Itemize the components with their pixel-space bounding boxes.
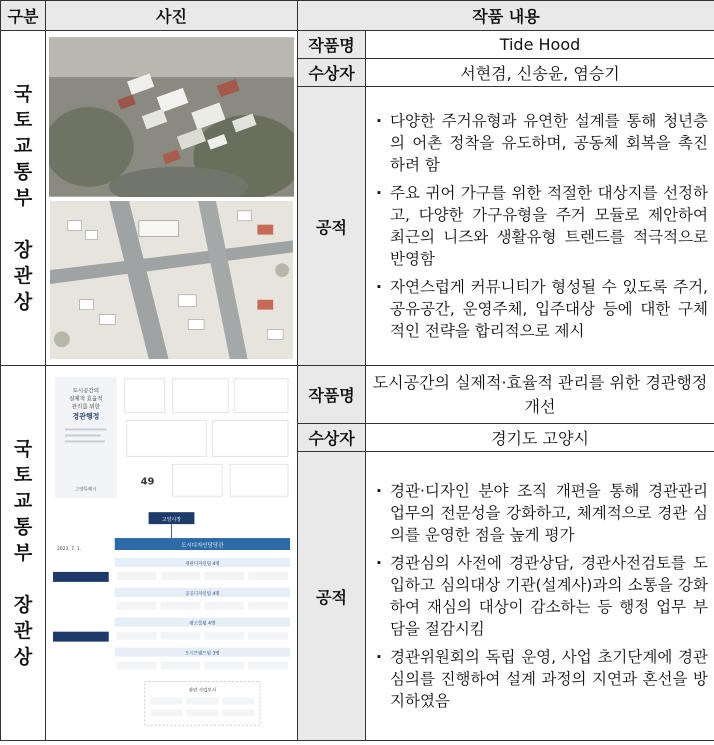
entry-1-category bbox=[1, 31, 46, 366]
poster-team-1: 경관디자인팀 4명 bbox=[185, 561, 220, 567]
header-photo: 사진 bbox=[46, 1, 298, 31]
entry-2-achievements bbox=[366, 452, 714, 741]
poster-team-3: 광고물팀 4명 bbox=[189, 621, 216, 627]
entry-1-site-plan bbox=[49, 201, 294, 359]
entry-1-title: Tide Hood bbox=[366, 31, 714, 59]
entry-1-ministry: 국 토 교 통 부 bbox=[13, 83, 33, 210]
entry-2-title: 도시공간의 실제적·효율적 관리를 위한 경관행정 개선 bbox=[366, 365, 714, 423]
entry-1-photo bbox=[46, 31, 298, 366]
header-row bbox=[1, 1, 714, 31]
entry-2-winner-label: 수상자 bbox=[298, 424, 366, 452]
entry-1-winner-label: 수상자 bbox=[298, 59, 366, 87]
entry-2-photo bbox=[46, 365, 298, 740]
header-content: 작품 내용 bbox=[298, 1, 714, 31]
entry-2-ministry: 국 토 교 통 부 bbox=[13, 437, 33, 564]
poster-stat: 49 bbox=[140, 476, 155, 488]
entry-2-poster bbox=[49, 372, 294, 734]
entry-1-achievement-label: 공적 bbox=[298, 87, 366, 366]
poster-team-2: 공공디자인팀 4명 bbox=[185, 591, 220, 597]
entry-1-winner: 서현겸, 신송윤, 염승기 bbox=[366, 59, 714, 87]
poster-org-top: 고양시장 bbox=[161, 517, 182, 524]
poster-date: 2023. 7. 1. bbox=[56, 546, 82, 552]
entry-1-award: 장 관 상 bbox=[13, 239, 33, 314]
entry-1-aerial-render bbox=[49, 37, 294, 197]
entry-2-achievement-item: · 경관·디자인 분야 조직 개편을 통해 경관관리 업무의 전문성을 강화하고, 체계적으로 경관 심의를 운영한 점을 높게 평가 bbox=[374, 480, 708, 546]
entry-2-achievement-label: 공적 bbox=[298, 452, 366, 741]
poster-bureau: 도시디자인담당관 bbox=[181, 542, 224, 549]
entry-2-achievement-item: · 경관심의 사전에 경관상담, 경관사전검토를 도입하고 심의대상 기관(설계사)과의 소통을 강화하여 재심의 대상이 감소하는 등 행정 업무 부담을 절감시킴 bbox=[374, 552, 708, 640]
entry-1-achievements bbox=[366, 87, 714, 366]
poster-headline-3: 관리를 위한 bbox=[71, 404, 100, 411]
entry-2-achievement-item: · 경관위원회의 독립 운영, 사업 초기단계에 경관심의를 진행하여 설계 과정의 지연과 혼선을 방지하였음 bbox=[374, 646, 708, 712]
poster-headline-1: 도시공간의 bbox=[72, 388, 100, 395]
entry-2-title-label: 작품명 bbox=[298, 365, 366, 423]
entry-1-achievement-item: · 주요 귀어 가구를 위한 적절한 대상지를 선정하고, 다양한 가구유형을 주거 모듈로 제안하여 최근의 니즈와 생활유형 트렌드를 적극적으로 반영함 bbox=[374, 182, 708, 270]
poster-bottom: 관련 사업부서 bbox=[188, 688, 217, 694]
header-category: 구분 bbox=[1, 1, 46, 31]
poster-headline-2: 실제적 효율적 bbox=[69, 396, 103, 403]
poster-footer: 고양특례시 bbox=[75, 487, 97, 493]
entry-2-category bbox=[1, 365, 46, 740]
entry-2-award: 장 관 상 bbox=[13, 593, 33, 668]
poster-team-4: 도시브랜드팀 3명 bbox=[185, 651, 220, 657]
entry-1-achievement-item: · 자연스럽게 커뮤니티가 형성될 수 있도록 주거, 공유공간, 운영주체, 입주대상 등에 대한 구체적인 전략을 합리적으로 제시 bbox=[374, 276, 708, 342]
entry-2-winner: 경기도 고양시 bbox=[366, 424, 714, 452]
entry-1-title-label: 작품명 bbox=[298, 31, 366, 59]
poster-headline-4: 경관행정 bbox=[72, 412, 100, 421]
entry-1-achievement-item: · 다양한 주거유형과 유연한 설계를 통해 청년층의 어촌 정착을 유도하며, 공동체 회복을 촉진하려 함 bbox=[374, 110, 708, 176]
